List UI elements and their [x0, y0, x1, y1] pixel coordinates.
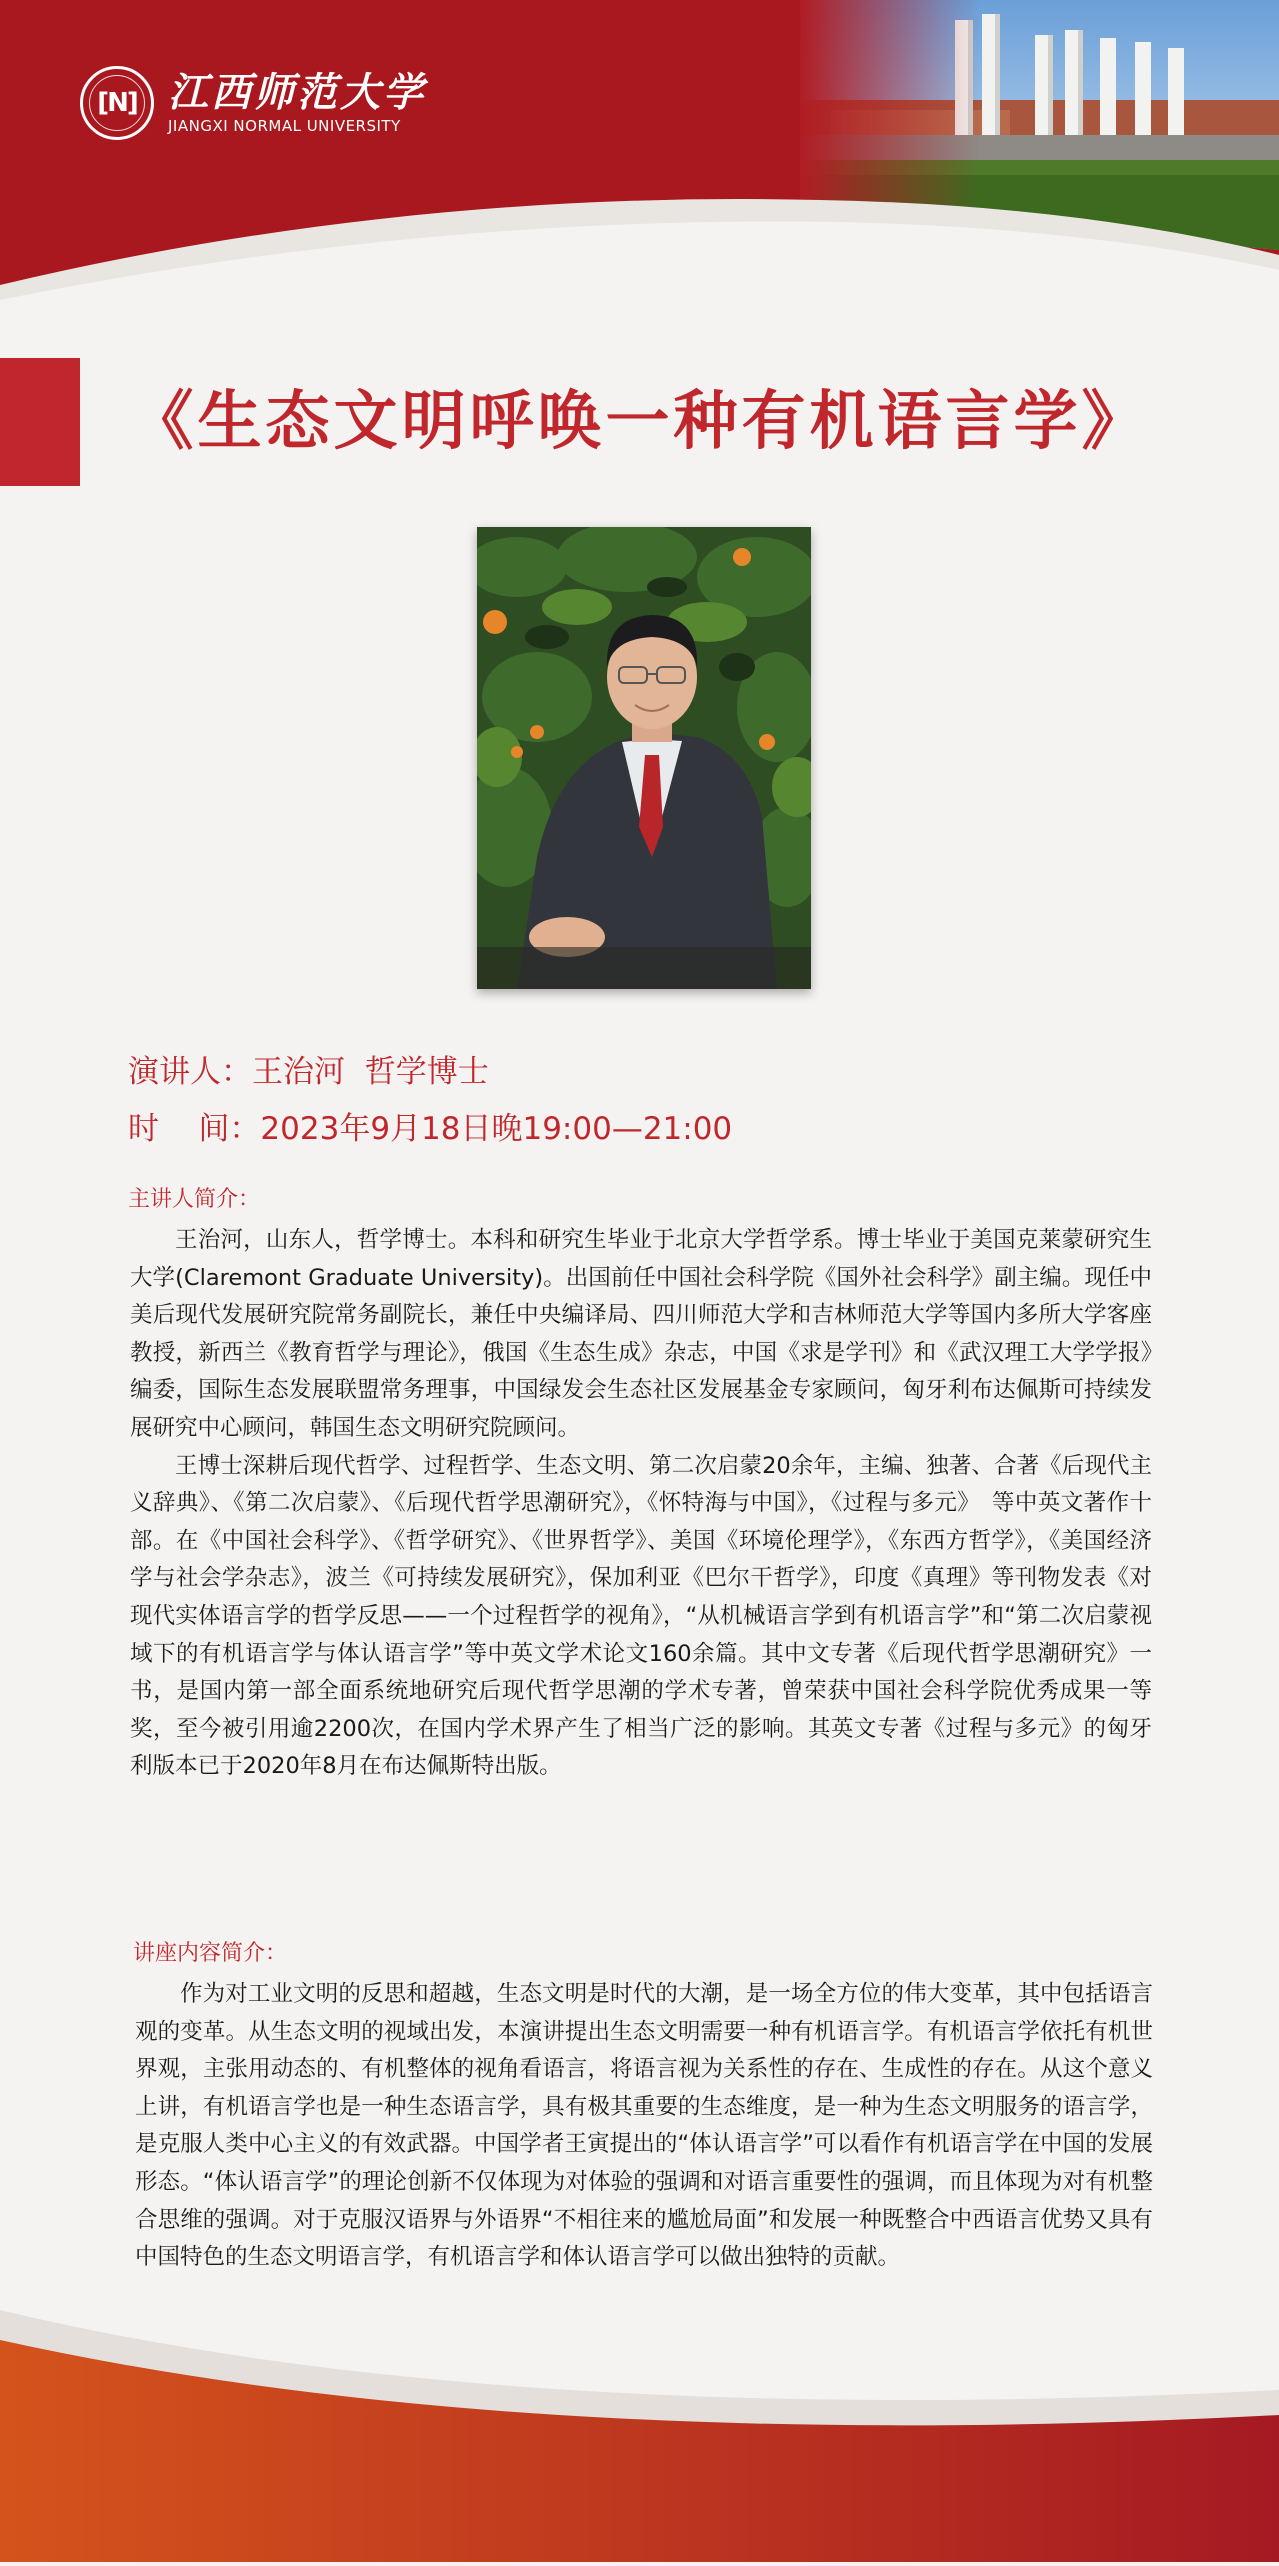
lecture-intro-paragraph: 作为对工业文明的反思和超越，生态文明是时代的大潮，是一场全方位的伟大变革，其中包括语言观的变革。从生态文明的视域出发，本演讲提出生态文明需要一种有机语言学。有机语言学依托有机世界观，主张用动态的、有机整体的视角看语言，将语言视为关系性的存在、生成性的存在。从这个意义上讲，有机语言学也是一种生态语言学，具有极其重要的生态维度，是一种为生态文明服务的语言学，是克服人类中心主义的有效武器。中国学者王寅提出的“体认语言学”可以看作有机语言学在中国的发展形态。“体认语言学”的理论创新不仅体现为对体验的强调和对语言重要性的强调，而且体现为对有机整合思维的强调。对于克服汉语界与外语界“不相往来的尴尬局面”和发展一种既整合中西语言优势又具有中国特色的生态文明语言学，有机语言学和体认语言学可以做出独特的贡献。 [135, 1981, 1153, 2271]
time-line [128, 1109, 732, 1149]
header-banner [0, 0, 1279, 330]
time-label: 时 间： [128, 1111, 261, 1147]
lecture-intro-body [135, 1976, 1153, 2277]
speaker-intro-paragraph: 王治河，山东人，哲学博士。本科和研究生毕业于北京大学哲学系。博士毕业于美国克莱蒙研究生大学(Claremont Graduate University)。出国前任中国社会科学院《国外社会科学》副主编。现任中美后现代发展研究院常务副院长，兼任中央编译局、四川师范大学和吉林师范大学等国内多所大学客座教授，新西兰《教育哲学与理论》，俄国《生态生成》杂志，中国《求是学刊》和《武汉理工大学学报》编委，国际生态发展联盟常务理事，中国绿发会生态社区发展基金专家顾问，匈牙利布达佩斯可持续发展研究中心顾问，韩国生态文明研究院顾问。 [130, 1227, 1152, 1441]
speaker-label: 演讲人： [128, 1054, 252, 1090]
footer-banner [0, 2280, 1279, 2562]
time-value: 2023年9月18日晚19:00—21:00 [260, 1111, 733, 1147]
header-background [0, 0, 1279, 330]
university-name-cn: 江西师范大学 [168, 69, 426, 116]
speaker-intro-heading: 主讲人简介： [128, 1187, 261, 1212]
footer-background [0, 2280, 1279, 2562]
speaker-value: 王治河 哲学博士 [252, 1054, 489, 1090]
lecture-intro-heading: 讲座内容简介： [133, 1941, 288, 1966]
speaker-photo [477, 527, 811, 989]
university-seal-icon: [N] [80, 66, 154, 140]
speaker-intro-paragraph: 王博士深耕后现代哲学、过程哲学、生态文明、第二次启蒙20余年，主编、独著、合著《后现代主义辞典》、《第二次启蒙》、《后现代哲学思潮研究》，《怀特海与中国》，《过程与多元》 等中英文著作十部。在《中国社会科学》、《哲学研究》、《世界哲学》、美国《环境伦理学》，《东西方哲学》，《美国经济学与社会学杂志》，波兰《可持续发展研究》，保加利亚《巴尔干哲学》，印度《真理》等刊物发表《对现代实体语言学的哲学反思——一个过程哲学的视角》，“从机械语言学到有机语言学”和“第二次启蒙视域下的有机语言学与体认语言学”等中英文学术论文160余篇。其中文专著《后现代哲学思潮研究》一书，是国内第一部全面系统地研究后现代哲学思潮的学术专著，曾荣获中国社会科学院优秀成果一等奖，至今被引用逾2200次，在国内学术界产生了相当广泛的影响。其英文专著《过程与多元》的匈牙利版本已于2020年8月在布达佩斯特出版。 [130, 1452, 1152, 1780]
lecture-title: 《生态文明呼唤一种有机语言学》 [129, 385, 1150, 459]
university-name-en: JIANGXI NORMAL UNIVERSITY [168, 117, 401, 135]
speaker-line [128, 1052, 489, 1092]
university-logo [80, 66, 426, 140]
speaker-intro-body [130, 1222, 1152, 1786]
